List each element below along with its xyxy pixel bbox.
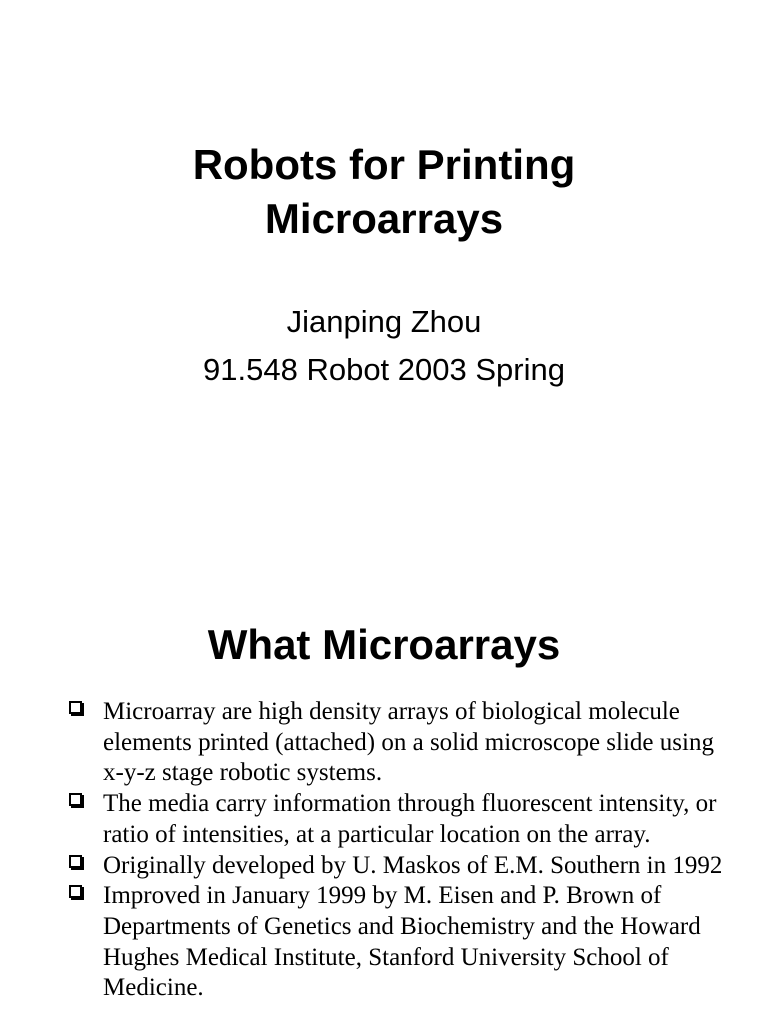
checkbox-square-icon	[69, 885, 82, 898]
bullet-item	[66, 851, 726, 882]
bullet-item	[66, 881, 726, 1004]
checkbox-square-icon	[69, 793, 82, 806]
bullet-text: Originally developed by U. Maskos of E.M. Southern in 1992	[103, 851, 723, 879]
title-line-1: Robots for Printing	[192, 141, 576, 188]
bullet-list	[66, 697, 726, 1004]
title-line-2: Microarrays	[264, 195, 504, 242]
slide-2-title: What Microarrays	[207, 621, 561, 668]
bullet-text: Improved in January 1999 by M. Eisen and P. Brown of Departments of Genetics and Biochemistry and the Howard Hughes Medical Institute, Stanford University School of Medicine.	[103, 882, 701, 1002]
bullet-item	[66, 697, 726, 789]
checkbox-square-icon	[69, 855, 82, 868]
bullet-text: The media carry information through fluorescent intensity, or ratio of intensities, at a particular location on the array.	[103, 790, 717, 848]
bullet-text: Microarray are high density arrays of biological molecule elements printed (attached) on a solid microscope slide using x-y-z stage robotic systems.	[103, 698, 714, 787]
bullet-item	[66, 789, 726, 850]
course-info: 91.548 Robot 2003 Spring	[203, 352, 565, 387]
checkbox-square-icon	[69, 701, 82, 714]
author-name: Jianping Zhou	[286, 304, 482, 339]
slide-1-title	[0, 138, 768, 246]
